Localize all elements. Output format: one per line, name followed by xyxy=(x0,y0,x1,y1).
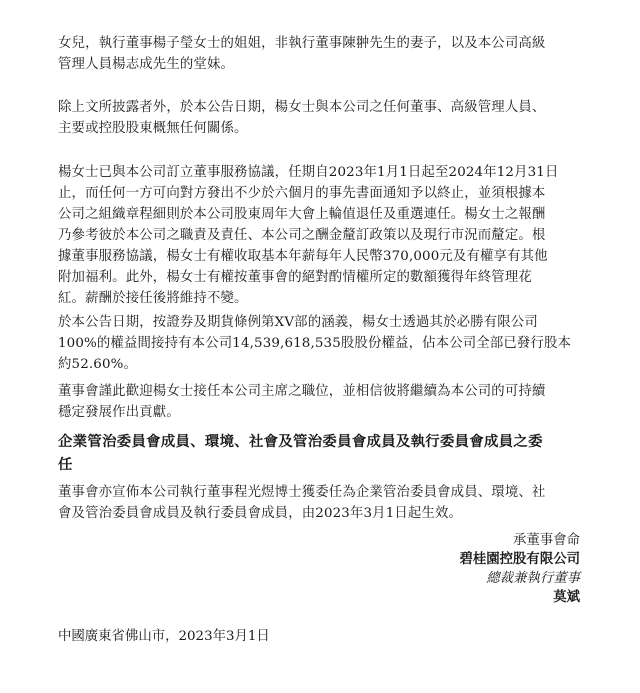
signature-block xyxy=(459,531,580,607)
signature-company: 碧桂園控股有限公司 xyxy=(459,551,580,567)
text-line: 女兒，執行董事楊子瑩女士的姐姐，非執行董事陳翀先生的妻子，以及本公司高級 xyxy=(58,36,546,51)
text-line: 除上文所披露者外，於本公告日期，楊女士與本公司之任何董事、高級管理人員、 xyxy=(58,100,546,115)
text-line: 止，而任何一方可向對方發出不少於六個月的事先書面通知予以終止，並須根據本 xyxy=(58,186,546,201)
text-line: 據董事服務協議，楊女士有權收取基本年薪每年人民幣370,000元及有權享有其他 xyxy=(58,249,548,264)
signature-by-order: 承董事會命 xyxy=(513,533,580,548)
text-line: 董事會謹此歡迎楊女士接任本公司主席之職位，並相信彼將繼續為本公司的可持續 xyxy=(58,384,546,399)
paragraph-service-agreement xyxy=(58,162,588,309)
text-line: 乃參考彼於本公司之職責及責任、本公司之酬金釐訂政策以及現行市況而釐定。根 xyxy=(58,228,546,243)
text-line: 附加福利。此外，楊女士有權按董事會的絕對酌情權所定的數額獲得年終管理花 xyxy=(58,270,532,285)
text-line: 楊女士已與本公司訂立董事服務協議，任期自2023年1月1日起至2024年12月31日 xyxy=(58,165,559,180)
text-line: 董事會亦宣佈本公司執行董事程光煜博士獲委任為企業管治委員會成員、環境、社 xyxy=(58,485,546,500)
heading-line: 企業管治委員會成員、環境、社會及管治委員會成員及執行委員會成員之委 xyxy=(58,433,543,450)
paragraph-relationship xyxy=(58,33,588,75)
heading-line: 任 xyxy=(58,456,73,473)
signature-name: 莫斌 xyxy=(553,589,580,605)
text-line: 約52.60%。 xyxy=(58,357,138,372)
text-line: 100%的權益間接持有本公司14,539,618,535股股份權益，佔本公司全部已發行股本 xyxy=(58,336,572,351)
text-line: 管理人員楊志成先生的堂妹。 xyxy=(58,57,235,72)
paragraph-welcome xyxy=(58,381,588,423)
text-line: 於本公告日期，按證券及期貨條例第XV部的涵義，楊女士透過其於必勝有限公司 xyxy=(58,315,538,330)
place-and-date: 中國廣東省佛山市，2023年3月1日 xyxy=(58,629,270,644)
text-line: 紅。薪酬於接任後將維持不變。 xyxy=(58,291,248,306)
paragraph-appointment xyxy=(58,482,588,524)
section-heading xyxy=(58,430,588,476)
text-line: 公司之組織章程細則於本公司股東周年大會上輪值退任及重選連任。楊女士之報酬 xyxy=(58,207,546,222)
text-line: 穩定發展作出貢獻。 xyxy=(58,405,180,420)
paragraph-shareholding xyxy=(58,312,588,375)
text-line: 主要或控股股東概無任何關係。 xyxy=(58,121,248,136)
signature-title: 總裁兼執行董事 xyxy=(486,571,580,586)
text-line: 會及管治委員會成員及執行委員會成員，由2023年3月1日起生效。 xyxy=(58,506,463,521)
paragraph-disclosure xyxy=(58,97,588,139)
